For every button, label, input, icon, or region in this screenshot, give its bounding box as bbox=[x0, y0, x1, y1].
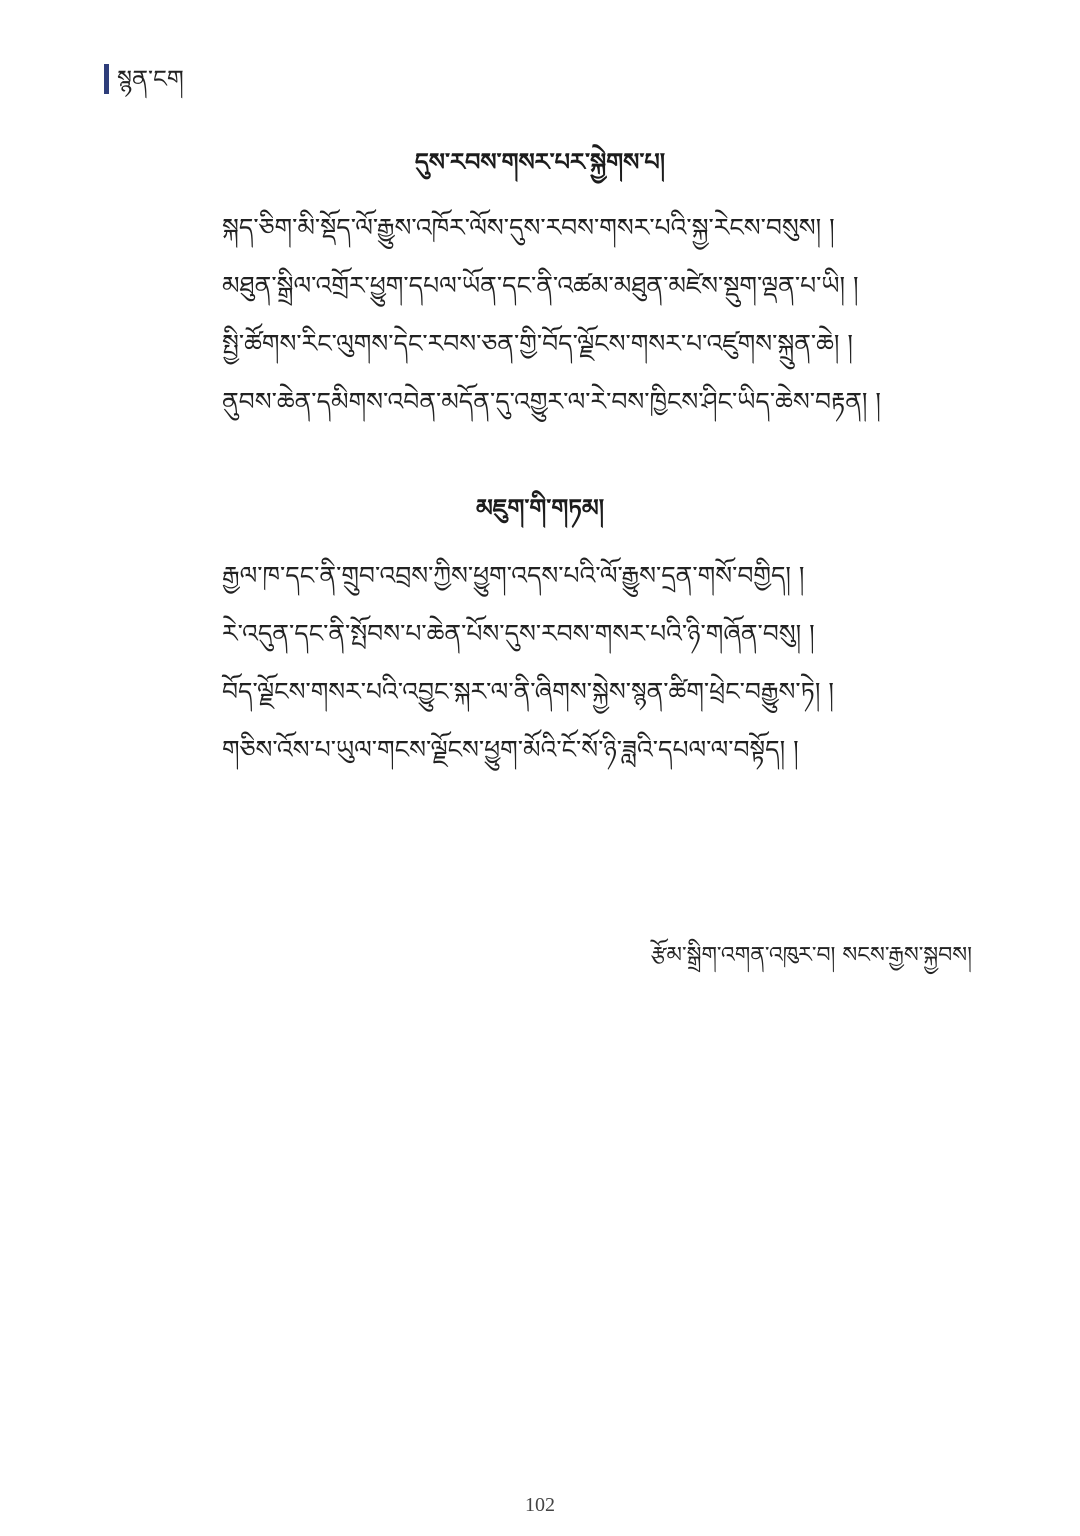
header-label: སྙན་ངག bbox=[117, 65, 184, 93]
verse-line: སྐད་ཅིག་མི་སྡོད་ལོ་རྒྱུས་འཁོར་ལོས་དུས་རབས་གསར་པའི་སྐྱ་རེངས་བསུས། ། bbox=[222, 213, 835, 242]
verse-line: རེ་འདུན་དང་ནི་སྤོབས་པ་ཆེན་པོས་དུས་རབས་གསར་པའི་ཉི་གཞོན་བསུ། ། bbox=[222, 619, 815, 648]
poem-title: དུས་རབས་གསར་པར་སྐྱེགས་པ། bbox=[414, 147, 666, 176]
verse-line: ནུབས་ཆེན་དམིགས་འབེན་མདོན་དུ་འགྱུར་ལ་རེ་བས་ཁྱིངས་ཤིང་ཡིད་ཆེས་བརྟན། ། bbox=[222, 387, 881, 416]
header-accent-bar bbox=[104, 64, 109, 94]
author-credit: རྩོམ་སྒྲིག་འགན་འཁུར་བ། སངས་རྒྱས་སྐྱབས། bbox=[650, 943, 972, 968]
section-title: མཇུག་གི་གཏམ། bbox=[475, 493, 605, 522]
verse-line: བོད་ལྗོངས་གསར་པའི་འབྱུང་སྐར་ལ་ནི་ཞིགས་སྐྱེས་སྙན་ཚིག་ཕྲེང་བརྒྱུས་ཏེ། ། bbox=[222, 677, 834, 706]
verse-line: རྒྱལ་ཁ་དང་ནི་གྲུབ་འབྲས་ཀྱིས་ཕྱུག་འདས་པའི་ལོ་རྒྱུས་དྲན་གསོ་བགྱིད། ། bbox=[222, 561, 805, 590]
verse-line: སྤྱི་ཚོགས་རིང་ལུགས་དེང་རབས་ཅན་གྱི་བོད་ལྗོངས་གསར་པ་འཛུགས་སྐྲུན་ཆེ། ། bbox=[222, 329, 853, 358]
closing-verse bbox=[222, 556, 982, 788]
poem-verse bbox=[222, 208, 982, 440]
running-header bbox=[104, 62, 184, 96]
verse-line: མཐུན་སྒྲིལ་འགྲོར་ཕྱུག་དཔལ་ཡོན་དང་ནི་འཚམ་མཐུན་མཛེས་སྡུག་ལྡན་པ་ཡི། ། bbox=[222, 271, 859, 300]
verse-line: གཅིས་འོས་པ་ཡུལ་གངས་ལྗོངས་ཕྱུག་མོའི་ངོ་སོ་ཉི་ཟླའི་དཔལ་ལ་བསྟོད། ། bbox=[222, 735, 799, 764]
page-number: 102 bbox=[525, 1494, 555, 1516]
